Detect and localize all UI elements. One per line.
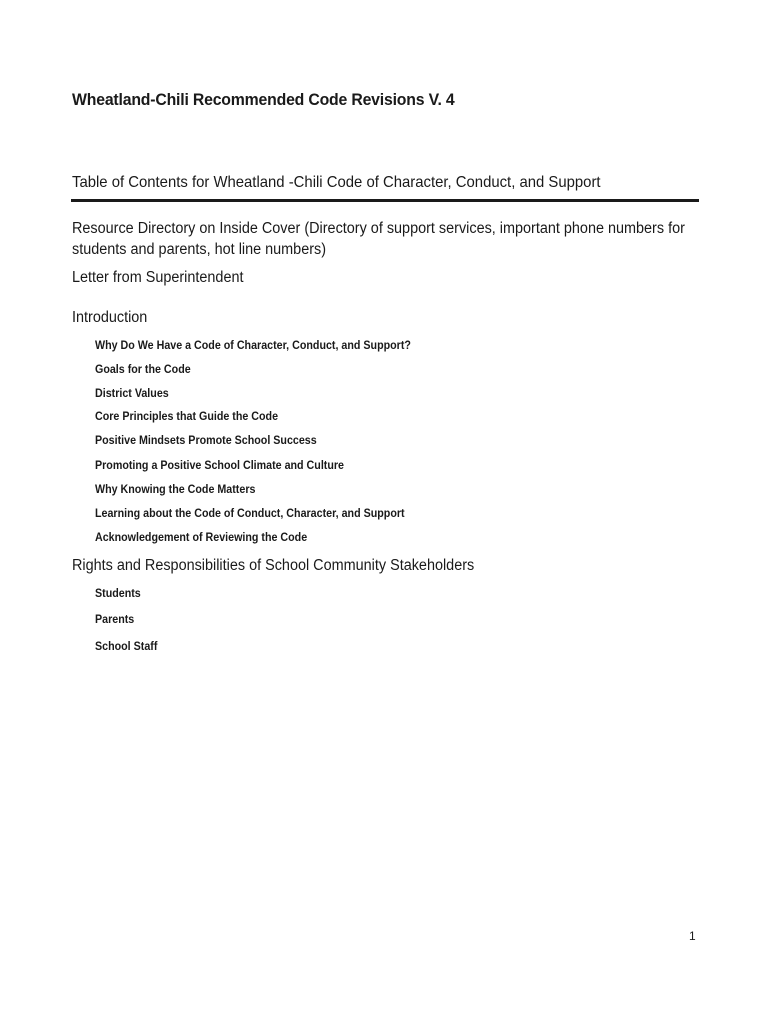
toc-subentry: Goals for the Code [95, 364, 191, 376]
toc-heading: Table of Contents for Wheatland -Chili Code of Character, Conduct, and Support [72, 174, 601, 191]
toc-subentry: Positive Mindsets Promote School Success [95, 435, 317, 447]
toc-subentry: Learning about the Code of Conduct, Character, and Support [95, 508, 405, 520]
toc-subentry: Core Principles that Guide the Code [95, 411, 279, 423]
toc-entry-resource-directory: Resource Directory on Inside Cover (Directory of support services, important phone numbers for students and parents, hot line numbers) [72, 220, 685, 258]
toc-divider [71, 199, 699, 202]
toc-entry-rights-and-responsibilities: Rights and Responsibilities of School Community Stakeholders [72, 557, 475, 574]
toc-subentry: Why Knowing the Code Matters [95, 484, 256, 496]
toc-subentry: District Values [95, 388, 169, 400]
toc-subentry: Why Do We Have a Code of Character, Conduct, and Support? [95, 340, 411, 352]
document-title: Wheatland-Chili Recommended Code Revisions V. 4 [72, 90, 455, 109]
toc-entry-letter-from-superintendent: Letter from Superintendent [72, 269, 244, 286]
toc-subentry: Students [95, 588, 141, 600]
toc-subentry: School Staff [95, 641, 158, 653]
toc-subentry: Acknowledgement of Reviewing the Code [95, 532, 308, 544]
toc-entry-introduction: Introduction [72, 309, 148, 326]
toc-subentry: Parents [95, 614, 135, 626]
toc-subentry: Promoting a Positive School Climate and Culture [95, 460, 344, 472]
page-number: 1 [689, 929, 696, 943]
